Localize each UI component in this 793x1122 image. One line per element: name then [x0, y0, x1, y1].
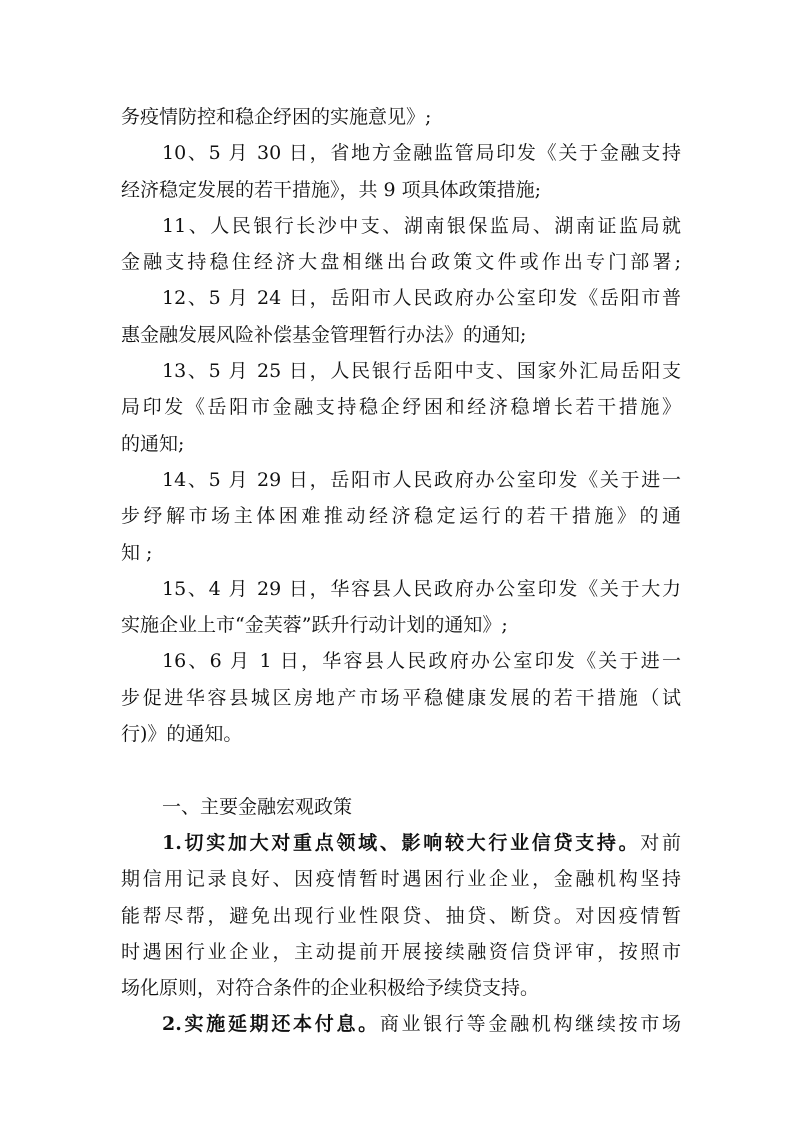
item-2-first-line — [121, 1006, 681, 1042]
item-2-title: 2.实施延期还本付息。 — [162, 1013, 380, 1036]
text-line: 能帮尽帮，避免出现行业性限贷、抽贷、断贷。对因疫情暂 — [121, 904, 681, 927]
text-line: 经济稳定发展的若干措施》，共 9 项具体政策措施; — [121, 178, 542, 201]
text-line: 局印发《岳阳市金融支持稳企纾困和经济稳增长若干措施》 — [121, 396, 681, 419]
text-line: 期信用记录良好、因疫情暂时遇困行业企业，金融机构坚持 — [121, 868, 681, 891]
item-1-first-line — [121, 825, 681, 861]
text-line: 场化原则，对符合条件的企业积极给予续贷支持。 — [121, 977, 540, 1000]
text-line: 10、5 月 30 日，省地方金融监管局印发《关于金融支持 — [162, 142, 681, 165]
text-line: 13、5 月 25 日，人民银行岳阳中支、国家外汇局岳阳支 — [162, 360, 681, 383]
document-body — [121, 99, 681, 1043]
text-line: 务疫情防控和稳企纾困的实施意见》; — [121, 106, 432, 128]
text-line: 步促进华容县城区房地产市场平稳健康发展的若干措施（试 — [121, 686, 681, 709]
text-line: 的通知; — [121, 432, 185, 455]
text-line: 16、6 月 1 日，华容县人民政府办公室印发《关于进一 — [162, 650, 681, 673]
text-line: 12、5 月 24 日，岳阳市人民政府办公室印发《岳阳市普 — [162, 287, 681, 310]
section-heading: 一、主要金融宏观政策 — [162, 795, 353, 818]
text-line: 行)》的通知。 — [121, 723, 243, 746]
paragraph-gap — [121, 752, 681, 788]
text-line: 金融支持稳住经济大盘相继出台政策文件或作出专门部署; — [121, 251, 681, 274]
text-line: 11、人民银行长沙中支、湖南银保监局、湖南证监局就 — [162, 214, 681, 237]
text-line: 步纾解市场主体困难推动经济稳定运行的若干措施》的通 — [121, 505, 681, 528]
text-line: 时遇困行业企业，主动提前开展接续融资信贷评审，按照市 — [121, 940, 681, 963]
text-line: 实施企业上市“金芙蓉”跃升行动计划的通知》; — [121, 614, 508, 637]
item-1-text: 对前 — [640, 831, 681, 854]
item-2-text: 商业银行等金融机构继续按市场 — [379, 1013, 681, 1036]
text-line: 知 ; — [121, 541, 153, 564]
item-1-title: 1.切实加大对重点领域、影响较大行业信贷支持。 — [162, 831, 641, 854]
text-line: 15、4 月 29 日，华容县人民政府办公室印发《关于大力 — [162, 577, 681, 600]
text-line: 惠金融发展风险补偿基金管理暂行办法》的通知; — [121, 323, 527, 346]
text-line: 14、5 月 29 日，岳阳市人民政府办公室印发《关于进一 — [162, 468, 681, 491]
